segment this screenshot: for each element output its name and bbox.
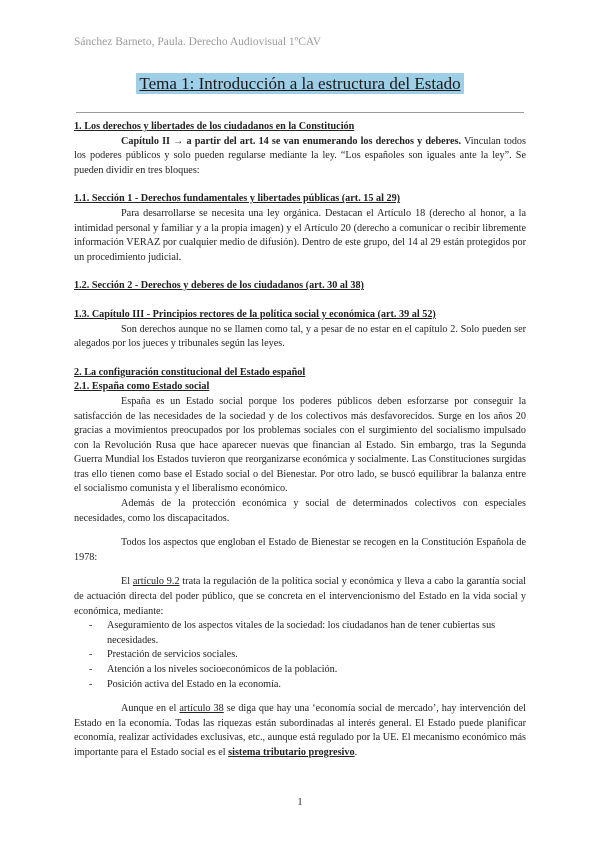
- page-title-container: [0, 74, 600, 94]
- section-1-paragraph: [74, 135, 526, 179]
- page-number: 1: [297, 796, 303, 808]
- document-body: [74, 120, 526, 761]
- section-1-bold-text: Capítulo II → a partir del art. 14 se van enumerando los derechos y deberes.: [121, 135, 462, 147]
- section-2-1-paragraph-5: [74, 702, 526, 760]
- section-2-1-paragraph-1: España es un Estado social porque los poderes públicos deben esforzarse por conseguir la satisfacción de las necesidades de la sociedad y de los colectivos más desfavorecidos. Surge en los años 20 gracias a movimientos preocupados por los problemas sociales con el surgimiento del socialismo impulsado con la Revolución Rusa que hace aparecer nuevas que financian al Estado. Sin embargo, tras la Segunda Guerra Mundial los Estados tuvieron que reorganizarse económica y socialmente. Las Constituciones surgidas tras ello tienen como base el Estado social o del Bienestar. Por otro lado, se buscó equilibrar la balanza entre el socialismo comunista y el liberalismo económico.: [74, 395, 526, 495]
- section-2-1-paragraph-4: [74, 575, 526, 619]
- list-item: - Atención a los niveles socioeconómicos de la población.: [91, 663, 526, 678]
- article-38-reference: artículo 38: [179, 703, 224, 715]
- document-header: Sánchez Barneto, Paula. Derecho Audiovisual 1ºCAV: [74, 36, 322, 48]
- title-divider: [76, 112, 524, 113]
- section-2-1-heading: 2.1. España como Estado social: [74, 381, 210, 393]
- page-title: Tema 1: Introducción a la estructura del Estado: [136, 73, 463, 94]
- text-fragment: trata la regulación de la política social y económica y lleva a cabo la garantía social de actuación directa del poder público, que se concreta en el intervencionismo del Estado en la vida social y económica, mediante:: [74, 576, 526, 617]
- text-fragment: Aunque en el: [121, 703, 180, 715]
- text-fragment: El: [121, 576, 133, 588]
- section-2-heading: 2. La configuración constitucional del Estado español: [74, 366, 306, 378]
- section-2-1-paragraph-3: Todos los aspectos que engloban el Estado de Bienestar se recogen en la Constitución Española de 1978:: [74, 537, 526, 563]
- article-9-2-reference: artículo 9.2: [132, 576, 180, 588]
- section-1-1-heading: 1.1. Sección 1 - Derechos fundamentales y libertades públicas (art. 15 al 29): [74, 193, 401, 205]
- bullet-list: [74, 619, 526, 692]
- list-item: - Prestación de servicios sociales.: [91, 648, 526, 663]
- list-item: - Aseguramiento de los aspectos vitales de la sociedad: los ciudadanos han de tener cubiertas sus necesidades.: [91, 619, 526, 648]
- section-1-3-paragraph: Son derechos aunque no se llamen como tal, y a pesar de no estar en el capítulo 2. Solo pueden ser alegados por los jueces y tribunales según las leyes.: [74, 323, 526, 350]
- section-1-heading: 1. Los derechos y libertades de los ciudadanos en la Constitución: [74, 121, 355, 132]
- section-2-1-paragraph-2: Además de la protección económica y social de determinados colectivos con especiales necesidades, como los discapacitados.: [74, 498, 526, 524]
- text-fragment: .: [354, 746, 358, 758]
- section-1-text: Vinculan todos los poderes públicos y solo pueden regularse mediante la ley. “Los españoles son iguales ante la ley”. Se pueden dividir en tres bloques:: [74, 135, 526, 176]
- section-1-1-paragraph: Para desarrollarse se necesita una ley orgánica. Destacan el Artículo 18 (derecho al honor, a la intimidad personal y familiar y a la propia imagen) y el Artículo 20 (derecho a comunicar o recibir libremente información VERAZ por cualquier medio de difusión). Dentro de este grupo, del 14 al 29 están protegidos por un procedimiento judicial.: [74, 207, 526, 263]
- sistema-tributario-bold: sistema tributario progresivo: [228, 746, 355, 758]
- section-1-3-heading: 1.3. Capítulo III - Principios rectores de la política social y económica (art. 39 al 52): [74, 308, 436, 320]
- section-1-2-heading: 1.2. Sección 2 - Derechos y deberes de los ciudadanos (art. 30 al 38): [74, 280, 364, 292]
- text-fragment: se diga que hay una ‘economía social de mercado’, hay intervención del Estado en la economía. Todas las riquezas están subordinadas al interés general. El Estado puede planificar economía, realizar actividades exclusivas, etc., aunque está regulado por la UE. El mecanismo económico más importante para el Estado social es el: [74, 703, 526, 758]
- list-item: - Posición activa del Estado en la economía.: [91, 678, 526, 693]
